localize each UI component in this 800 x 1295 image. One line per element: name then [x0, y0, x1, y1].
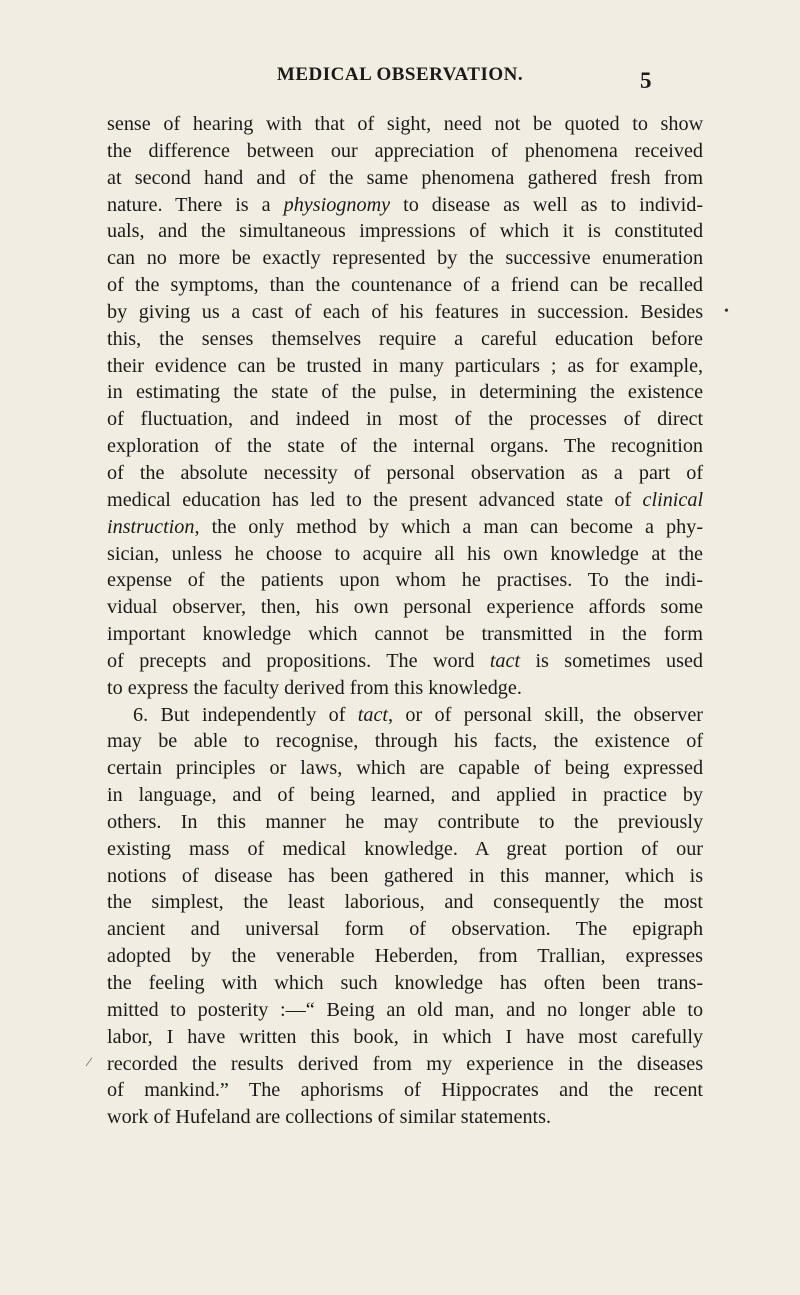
text-line: may be able to recognise, through his facts, the existence of — [107, 730, 704, 753]
text-line: the simplest, the least laborious, and consequently the most — [107, 891, 703, 914]
text-line: of fluctuation, and indeed in most of the processes of direct — [107, 408, 704, 431]
text-line: by giving us a cast of each of his features in succession. Besides — [107, 300, 704, 323]
text-line: sense of hearing with that of sight, need not be quoted to show — [107, 113, 704, 135]
text-line: to express the faculty derived from this knowledge. — [107, 676, 522, 699]
text-line: existing mass of medical knowledge. A great portion of our — [107, 837, 704, 860]
text-line: the difference between our appreciation of phenomena received — [107, 139, 704, 162]
text-line: mitted to posterity :—“ Being an old man, and no longer able to — [107, 998, 704, 1021]
text-line: expense of the patients upon whom he practises. To the indi- — [107, 569, 704, 592]
text-line: at second hand and of the same phenomena gathered fresh from — [107, 166, 704, 189]
text-line: 6. But independently of tact, or of personal skill, the observer — [133, 703, 704, 726]
text-line: work of Hufeland are collections of similar statements. — [107, 1106, 552, 1129]
text-line: this, the senses themselves require a careful education before — [107, 327, 704, 350]
text-line: in language, and of being learned, and applied in practice by — [107, 784, 704, 807]
page-header — [0, 58, 800, 98]
text-line: sician, unless he choose to acquire all his own knowledge at the — [107, 542, 704, 565]
italic-term: tact — [357, 703, 389, 726]
text-line: the feeling with which such knowledge has often been trans- — [107, 972, 704, 994]
text-line: nature. There is a physiognomy to disease as well as to individ- — [107, 193, 704, 216]
text-line: vidual observer, then, his own personal experience affords some — [107, 596, 703, 619]
text-line: others. In this manner he may contribute to the previously — [107, 810, 704, 833]
text-line: instruction, the only method by which a man can become a phy- — [107, 515, 704, 538]
text-line: their evidence can be trusted in many particulars ; as for example, — [107, 354, 704, 377]
text-line: certain principles or laws, which are capable of being expressed — [107, 757, 704, 780]
text-line: exploration of the state of the internal organs. The recognition — [107, 435, 704, 458]
text-line: uals, and the simultaneous impressions of which it is constituted — [107, 220, 704, 243]
italic-term: clinical — [642, 488, 704, 511]
text-line: notions of disease has been gathered in this manner, which is — [107, 864, 704, 887]
text-line: important knowledge which cannot be transmitted in the form — [107, 623, 703, 646]
margin-dot-mark: • — [724, 304, 729, 319]
running-head: MEDICAL OBSERVATION. — [276, 64, 524, 85]
italic-term: instruction — [107, 515, 195, 538]
margin-tick-mark: ⁄ — [88, 1054, 91, 1069]
page-number: 5 — [640, 68, 652, 93]
text-line: ancient and universal form of observation. The epigraph — [107, 918, 704, 941]
text-line: recorded the results derived from my experience in the diseases — [107, 1052, 704, 1075]
text-line: of the symptoms, than the countenance of a friend can be recalled — [107, 274, 704, 297]
text-line: of the absolute necessity of personal observation as a part of — [107, 461, 704, 484]
italic-term: tact — [489, 649, 521, 672]
body-text — [107, 111, 703, 1131]
text-line: in estimating the state of the pulse, in determining the existence — [107, 381, 704, 404]
text-line: labor, I have written this book, in which I have most carefully — [107, 1025, 704, 1048]
text-line: of mankind.” The aphorisms of Hippocrates and the recent — [107, 1079, 704, 1102]
text-line: adopted by the venerable Heberden, from Trallian, expresses — [107, 945, 703, 968]
text-line: medical education has led to the present advanced state of clinical — [107, 488, 704, 511]
text-line: can no more be exactly represented by the successive enumeration — [107, 247, 704, 270]
text-line: of precepts and propositions. The word tact is sometimes used — [107, 649, 704, 672]
italic-term: physiognomy — [283, 193, 391, 216]
